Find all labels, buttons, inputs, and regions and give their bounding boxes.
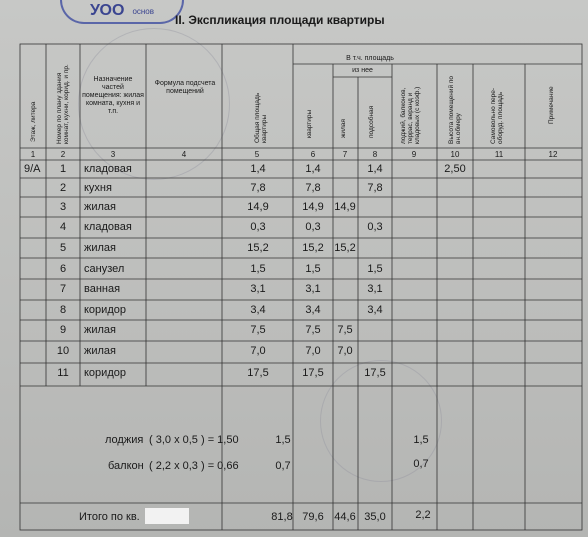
cell-room-number: 6 xyxy=(59,263,67,275)
column-number: 4 xyxy=(181,150,187,159)
cell-auxiliary-area: 17,5 xyxy=(364,367,386,379)
cell-total-area: 15,2 xyxy=(247,242,269,254)
cell-room-name: санузел xyxy=(84,263,125,275)
cell-room-name: жилая xyxy=(84,345,116,357)
totals-loggia: 2,2 xyxy=(415,509,431,521)
column-number: 12 xyxy=(548,150,558,159)
header-total-area: Общая площадь квартиры xyxy=(254,92,268,143)
header-formula: Формула подсчета помещений xyxy=(154,80,216,95)
cell-room-number: 9 xyxy=(59,324,67,336)
cell-auxiliary-area: 1,4 xyxy=(367,163,383,175)
redaction xyxy=(145,508,189,524)
extra-formula: ( 3,0 х 0,5 ) = 1,50 xyxy=(149,434,239,446)
cell-room-number: 5 xyxy=(59,242,67,254)
cell-apartment-area: 1,5 xyxy=(305,263,321,275)
column-number: 3 xyxy=(110,150,116,159)
cell-auxiliary-area: 3,4 xyxy=(367,304,383,316)
header-loggia: лоджий, балконов, террас, веранд и кладовых (с коэф.) xyxy=(400,86,421,144)
cell-room-number: 2 xyxy=(59,182,67,194)
header-incl-area: В т.ч. площадь xyxy=(346,55,394,62)
cell-apartment-area: 7,0 xyxy=(305,345,321,357)
extra-label: балкон xyxy=(108,460,144,472)
column-number: 1 xyxy=(30,150,36,159)
cell-height: 2,50 xyxy=(444,163,466,175)
cell-total-area: 1,5 xyxy=(250,263,266,275)
totals-apartment: 79,6 xyxy=(302,511,324,523)
cell-room-name: кухня xyxy=(84,182,112,194)
cell-total-area: 17,5 xyxy=(247,367,269,379)
cell-auxiliary-area: 1,5 xyxy=(367,263,383,275)
cell-living-area: 7,0 xyxy=(337,345,353,357)
cell-auxiliary-area: 7,8 xyxy=(367,182,383,194)
column-number: 9 xyxy=(411,150,417,159)
cell-total-area: 7,5 xyxy=(250,324,266,336)
cell-room-name: коридор xyxy=(84,367,126,379)
totals-total: 81,8 xyxy=(271,511,293,523)
cell-apartment-area: 14,9 xyxy=(302,201,324,213)
header-living: жилая xyxy=(340,119,347,138)
column-number: 8 xyxy=(372,150,378,159)
cell-apartment-area: 15,2 xyxy=(302,242,324,254)
cell-apartment-area: 3,4 xyxy=(305,304,321,316)
cell-apartment-area: 0,3 xyxy=(305,221,321,233)
cell-total-area: 7,8 xyxy=(250,182,266,194)
header-note: Примечание xyxy=(548,86,555,124)
header-room-number: Номер по плану здания комнат, кухни, корид. и пр. xyxy=(56,64,70,144)
page-title: II. Экспликация площади квартиры xyxy=(175,13,385,27)
cell-room-number: 1 xyxy=(59,163,67,175)
cell-room-name: жилая xyxy=(84,242,116,254)
cell-room-number: 8 xyxy=(59,304,67,316)
cell-room-number: 4 xyxy=(59,221,67,233)
cell-room-number: 7 xyxy=(59,283,67,295)
cell-room-number: 3 xyxy=(59,201,67,213)
cell-room-name: жилая xyxy=(84,324,116,336)
column-number: 6 xyxy=(310,150,316,159)
cell-total-area: 7,0 xyxy=(250,345,266,357)
cell-apartment-area: 7,8 xyxy=(305,182,321,194)
header-purpose: Назначение частей помещения: жилая комната, кухня и т.п. xyxy=(82,76,144,115)
cell-total-area: 0,3 xyxy=(250,221,266,233)
cell-apartment-area: 17,5 xyxy=(302,367,324,379)
cell-living-area: 7,5 xyxy=(337,324,353,336)
cell-living-area: 15,2 xyxy=(334,242,356,254)
header-auxiliary: подсобная xyxy=(368,105,375,138)
cell-apartment-area: 1,4 xyxy=(305,163,321,175)
extra-total: 0,7 xyxy=(275,460,291,472)
extra-loggia: 0,7 xyxy=(413,458,429,470)
header-apartment: квартиры xyxy=(306,109,313,138)
column-number: 5 xyxy=(254,150,260,159)
stamp: УОО основ xyxy=(60,0,184,24)
cell-floor: 9/А xyxy=(24,163,41,175)
cell-room-name: коридор xyxy=(84,304,126,316)
column-number: 10 xyxy=(450,150,460,159)
cell-apartment-area: 3,1 xyxy=(305,283,321,295)
cell-total-area: 3,1 xyxy=(250,283,266,295)
cell-living-area: 14,9 xyxy=(334,201,356,213)
header-of-which: из нее xyxy=(352,67,373,74)
cell-room-number: 10 xyxy=(56,345,70,357)
cell-auxiliary-area: 0,3 xyxy=(367,221,383,233)
header-height: Высота помещений по вн.обмеру xyxy=(448,75,462,144)
totals-label: Итого по кв. xyxy=(79,511,140,523)
extra-formula: ( 2,2 х 0,3 ) = 0,66 xyxy=(149,460,239,472)
cell-total-area: 1,4 xyxy=(250,163,266,175)
extra-total: 1,5 xyxy=(275,434,291,446)
extra-label: лоджия xyxy=(105,434,144,446)
column-number: 2 xyxy=(60,150,66,159)
column-number: 7 xyxy=(342,150,348,159)
cell-room-name: кладовая xyxy=(84,163,132,175)
header-floor: Этаж, литера xyxy=(30,101,37,142)
cell-room-number: 11 xyxy=(57,367,69,379)
column-number: 11 xyxy=(494,150,504,159)
cell-room-name: жилая xyxy=(84,201,116,213)
cell-auxiliary-area: 3,1 xyxy=(367,283,383,295)
cell-room-name: кладовая xyxy=(84,221,132,233)
cell-apartment-area: 7,5 xyxy=(305,324,321,336)
totals-auxiliary: 35,0 xyxy=(364,511,386,523)
cell-total-area: 3,4 xyxy=(250,304,266,316)
totals-living: 44,6 xyxy=(334,511,356,523)
extra-loggia: 1,5 xyxy=(413,434,429,446)
cell-total-area: 14,9 xyxy=(247,201,269,213)
cell-room-name: ванная xyxy=(84,283,121,295)
header-self-built: Самовольно пере-оборуд. площадь xyxy=(490,87,504,144)
